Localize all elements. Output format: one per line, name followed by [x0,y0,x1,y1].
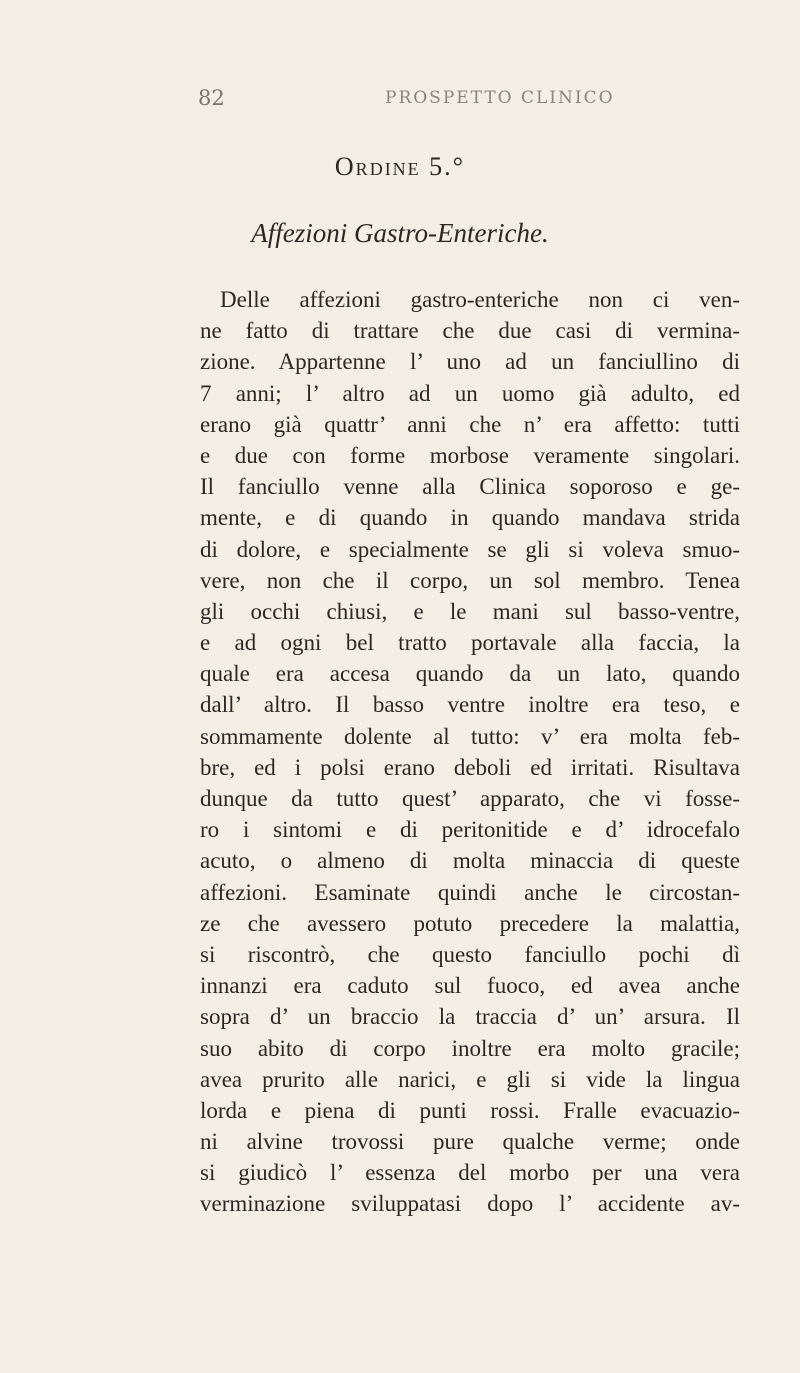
order-title: Ordine 5.° [334,152,466,181]
text-line: ni alvine trovossi pure qualche verme; onde [200,1129,740,1155]
text-line: sommamente dolente al tutto: v’ era molta feb- [200,723,740,749]
text-line: mente, e di quando in quando mandava strida [200,505,740,531]
text-line: innanzi era caduto sul fuoco, ed avea anche [200,973,740,999]
text-line: zione. Appartenne l’ uno ad un fanciullino di [200,349,740,375]
running-head: PROSPETTO CLINICO [385,88,615,108]
text-line: Delle affezioni gastro-enteriche non ci ven- [220,287,740,312]
text-line: e due con forme morbose veramente singolari. [200,442,740,468]
text-line: ne fatto di trattare che due casi di vermina- [200,318,740,344]
page-number: 82 [198,86,225,110]
text-line: dall’ altro. Il basso ventre inoltre era teso, e [200,692,740,718]
text-line: erano già quattr’ anni che n’ era affetto: tutti [200,411,740,437]
text-line: verminazione sviluppatasi dopo l’ accidente av- [200,1191,740,1217]
text-line: acuto, o almeno di molta minaccia di queste [200,848,740,874]
text-line: ro i sintomi e di peritonitide e d’ idrocefalo [200,817,740,843]
text-line: avea prurito alle narici, e gli si vide la lingua [200,1066,740,1092]
text-line: si giudicò l’ essenza del morbo per una vera [200,1160,740,1186]
text-line: gli occhi chiusi, e le mani sul basso-ventre, [200,598,740,624]
text-line: bre, ed i polsi erano deboli ed irritati. Risultava [200,754,740,780]
text-line: lorda e piena di punti rossi. Fralle evacuazio- [200,1097,740,1123]
text-line: di dolore, e specialmente se gli si voleva smuo- [200,536,740,562]
text-line: affezioni. Esaminate quindi anche le circostan- [200,879,740,905]
text-line: ze che avessero potuto precedere la malattia, [200,910,740,936]
text-line: 7 anni; l’ altro ad un uomo già adulto, ed [200,380,740,406]
body-text [200,284,740,1220]
text-line: vere, non che il corpo, un sol membro. Tenea [200,567,740,593]
page-header [0,86,800,116]
section-title: Affezioni Gastro-Enteriche. [251,218,549,248]
text-line: si riscontrò, che questo fanciullo pochi dì [200,941,740,967]
text-line: sopra d’ un braccio la traccia d’ un’ arsura. Il [200,1004,740,1030]
text-line: Il fanciullo venne alla Clinica soporoso e ge- [200,474,740,500]
text-line: suo abito di corpo inoltre era molto gracile; [200,1035,740,1061]
text-line: e ad ogni bel tratto portavale alla faccia, la [200,630,740,656]
text-line: quale era accesa quando da un lato, quando [200,661,740,687]
text-line: dunque da tutto quest’ apparato, che vi fosse- [200,786,740,811]
